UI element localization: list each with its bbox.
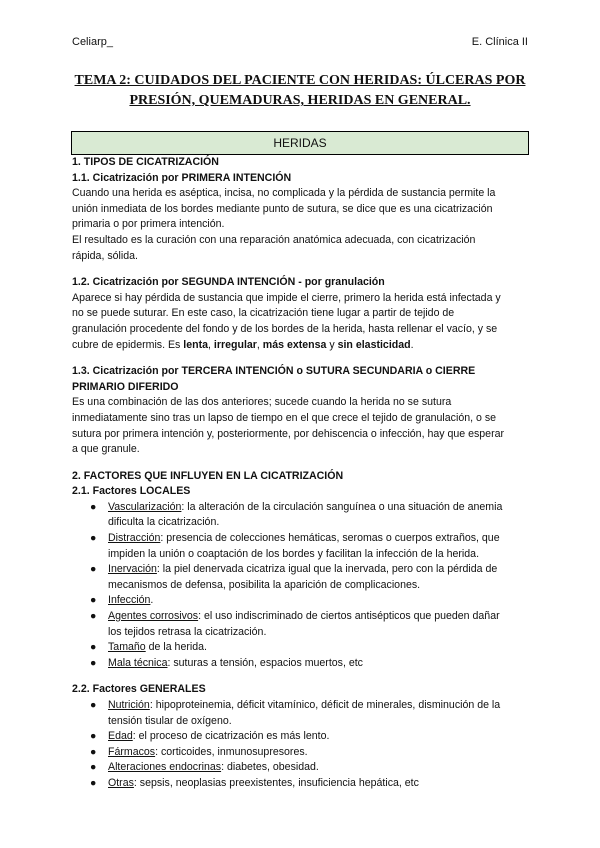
text-line: unión inmediata de los bordes mediante punto de sutura, se dice que es una cicatrización (72, 202, 493, 215)
heading-tercera-2: PRIMARIO DIFERIDO (72, 380, 179, 393)
page-title (72, 71, 528, 111)
item-cont: impiden la unión o coaptación de los bordes y facilitan la infección de la herida. (108, 547, 480, 560)
text-line: Aparece si hay pérdida de sustancia que impide el cierre, primero la herida está infectada y (72, 291, 501, 304)
text-line: Cuando una herida es aséptica, incisa, no complicada y la pérdida de sustancia permite la (72, 187, 496, 200)
text-line: granulación procedente del fondo y de los bordes de la herida, hasta rellenar el vacío, y se (72, 322, 498, 335)
bullet-icon: ● (90, 594, 97, 607)
list-factores-generales (72, 698, 532, 792)
heading-tercera-1: 1.3. Cicatrización por TERCERA INTENCIÓN o SUTURA SECUNDARIA o CIERRE (72, 365, 476, 378)
heading-primera: 1.1. Cicatrización por PRIMERA INTENCIÓN (72, 171, 292, 184)
bold-sin-elasticidad: sin elasticidad (337, 338, 411, 351)
term: Tamaño (108, 641, 146, 654)
list-item (72, 593, 532, 609)
heading-segunda: 1.2. Cicatrización por SEGUNDA INTENCIÓN - por granulación (72, 276, 385, 289)
bullet-icon: ● (90, 776, 97, 789)
term: Distracción (108, 532, 161, 545)
item-text: : hipoproteinemia, déficit vitamínico, déficit de minerales, disminución de la (149, 699, 501, 711)
bullet-icon: ● (90, 500, 97, 513)
bullet-icon: ● (90, 563, 97, 576)
paragraph-primera (72, 186, 532, 264)
bullet-icon: ● (90, 761, 97, 774)
term: Edad (108, 730, 133, 743)
term: Nutrición (108, 699, 150, 711)
item-text: : suturas a tensión, espacios muertos, etc (167, 656, 363, 669)
list-item (72, 531, 532, 562)
list-item (72, 760, 532, 776)
bold-lenta: lenta (183, 338, 209, 351)
list-item (72, 609, 532, 640)
text-fragment: cubre de epidermis. Es (72, 338, 184, 351)
text-line: a que granule. (72, 443, 140, 456)
term: Infección (108, 594, 151, 607)
item-text: : presencia de colecciones hemáticas, seromas o cuerpos extraños, que (160, 532, 500, 545)
bullet-icon: ● (90, 730, 97, 743)
list-factores-locales (72, 500, 532, 672)
list-item (72, 562, 532, 593)
text-line: no se puede suturar. En este caso, la cicatrización tiene lugar a partir de tejido de (72, 307, 455, 320)
bullet-icon: ● (90, 699, 97, 711)
bullet-icon: ● (90, 656, 97, 669)
text-fragment: y (326, 338, 338, 351)
bullet-icon: ● (90, 532, 97, 545)
item-cont: mecanismos de defensa, posibilita la aparición de complicaciones. (108, 578, 421, 591)
item-text: : sepsis, neoplasias preexistentes, insuficiencia hepática, etc (133, 776, 419, 789)
term: Vascularización (108, 500, 182, 513)
heading-locales: 2.1. Factores LOCALES (72, 485, 191, 498)
item-text: : la piel denervada cicatriza igual que la inervada, pero con la pérdida de (156, 563, 498, 576)
text-line: rápida, sólida. (72, 249, 138, 262)
paragraph-segunda (72, 291, 532, 353)
term: Mala técnica (108, 656, 168, 669)
item-cont: tensión tisular de oxígeno. (108, 714, 232, 727)
list-item (72, 500, 532, 531)
list-item (72, 640, 532, 656)
term: Alteraciones endocrinas (108, 761, 222, 774)
bullet-icon: ● (90, 610, 97, 623)
item-cont: los tejidos retrasa la cicatrización. (108, 625, 267, 638)
heading-tipos: 1. TIPOS DE CICATRIZACIÓN (72, 156, 219, 168)
text-line: primaria o por primera intención. (72, 218, 225, 231)
text-fragment: , (256, 338, 263, 351)
header-right: E. Clínica II (471, 36, 528, 48)
list-item (72, 698, 532, 729)
section-box-heridas: HERIDAS (71, 131, 529, 155)
list-item (72, 745, 532, 761)
item-text: : diabetes, obesidad. (221, 761, 319, 774)
text-line (72, 338, 532, 354)
text-line: inmediatamente sino tras un lapso de tiempo en el que crece el tejido de granulación, o se (72, 411, 497, 424)
bold-irregular: irregular (213, 338, 257, 351)
bullet-icon: ● (90, 745, 97, 758)
term: Agentes corrosivos (108, 610, 199, 623)
text-line: El resultado es la curación con una reparación anatómica adecuada, con cicatrización (72, 233, 476, 246)
item-text: : corticoides, inmunosupresores. (155, 745, 308, 758)
text-line: sutura por primera intención y, posteriormente, por dehiscencia o infección, hay que esperar (72, 427, 505, 440)
heading-generales: 2.2. Factores GENERALES (72, 683, 206, 696)
term: Inervación (108, 563, 157, 576)
list-item (72, 656, 532, 672)
heading-factores: 2. FACTORES QUE INFLUYEN EN LA CICATRIZACIÓN (72, 469, 344, 482)
term: Otras (108, 776, 134, 789)
list-item (72, 776, 532, 792)
list-item (72, 729, 532, 745)
text-fragment: , (208, 338, 214, 351)
paragraph-tercera (72, 395, 532, 457)
item-cont: dificulta la cicatrización. (108, 516, 220, 529)
document-body (72, 155, 532, 792)
term: Fármacos (108, 745, 156, 758)
bullet-icon: ● (90, 641, 97, 654)
item-text: : el uso indiscriminado de ciertos antisépticos que pueden dañar (198, 610, 500, 623)
item-text: : el proceso de cicatrización es más lento. (132, 730, 330, 743)
item-text: : la alteración de la circulación sanguínea o una situación de anemia (181, 500, 503, 513)
bold-mas-extensa: más extensa (262, 338, 327, 351)
title-line-1: TEMA 2: CUIDADOS DEL PACIENTE CON HERIDAS: ÚLCERAS POR (74, 73, 526, 88)
item-text: de la herida. (145, 641, 207, 654)
header-left: Celiarp_ (72, 36, 113, 48)
text-line: Es una combinación de las dos anteriores; sucede cuando la herida no se sutura (72, 396, 452, 409)
text-fragment: . (410, 338, 414, 351)
item-text: . (150, 594, 154, 607)
title-line-2: PRESIÓN, QUEMADURAS, HERIDAS EN GENERAL. (129, 93, 471, 108)
